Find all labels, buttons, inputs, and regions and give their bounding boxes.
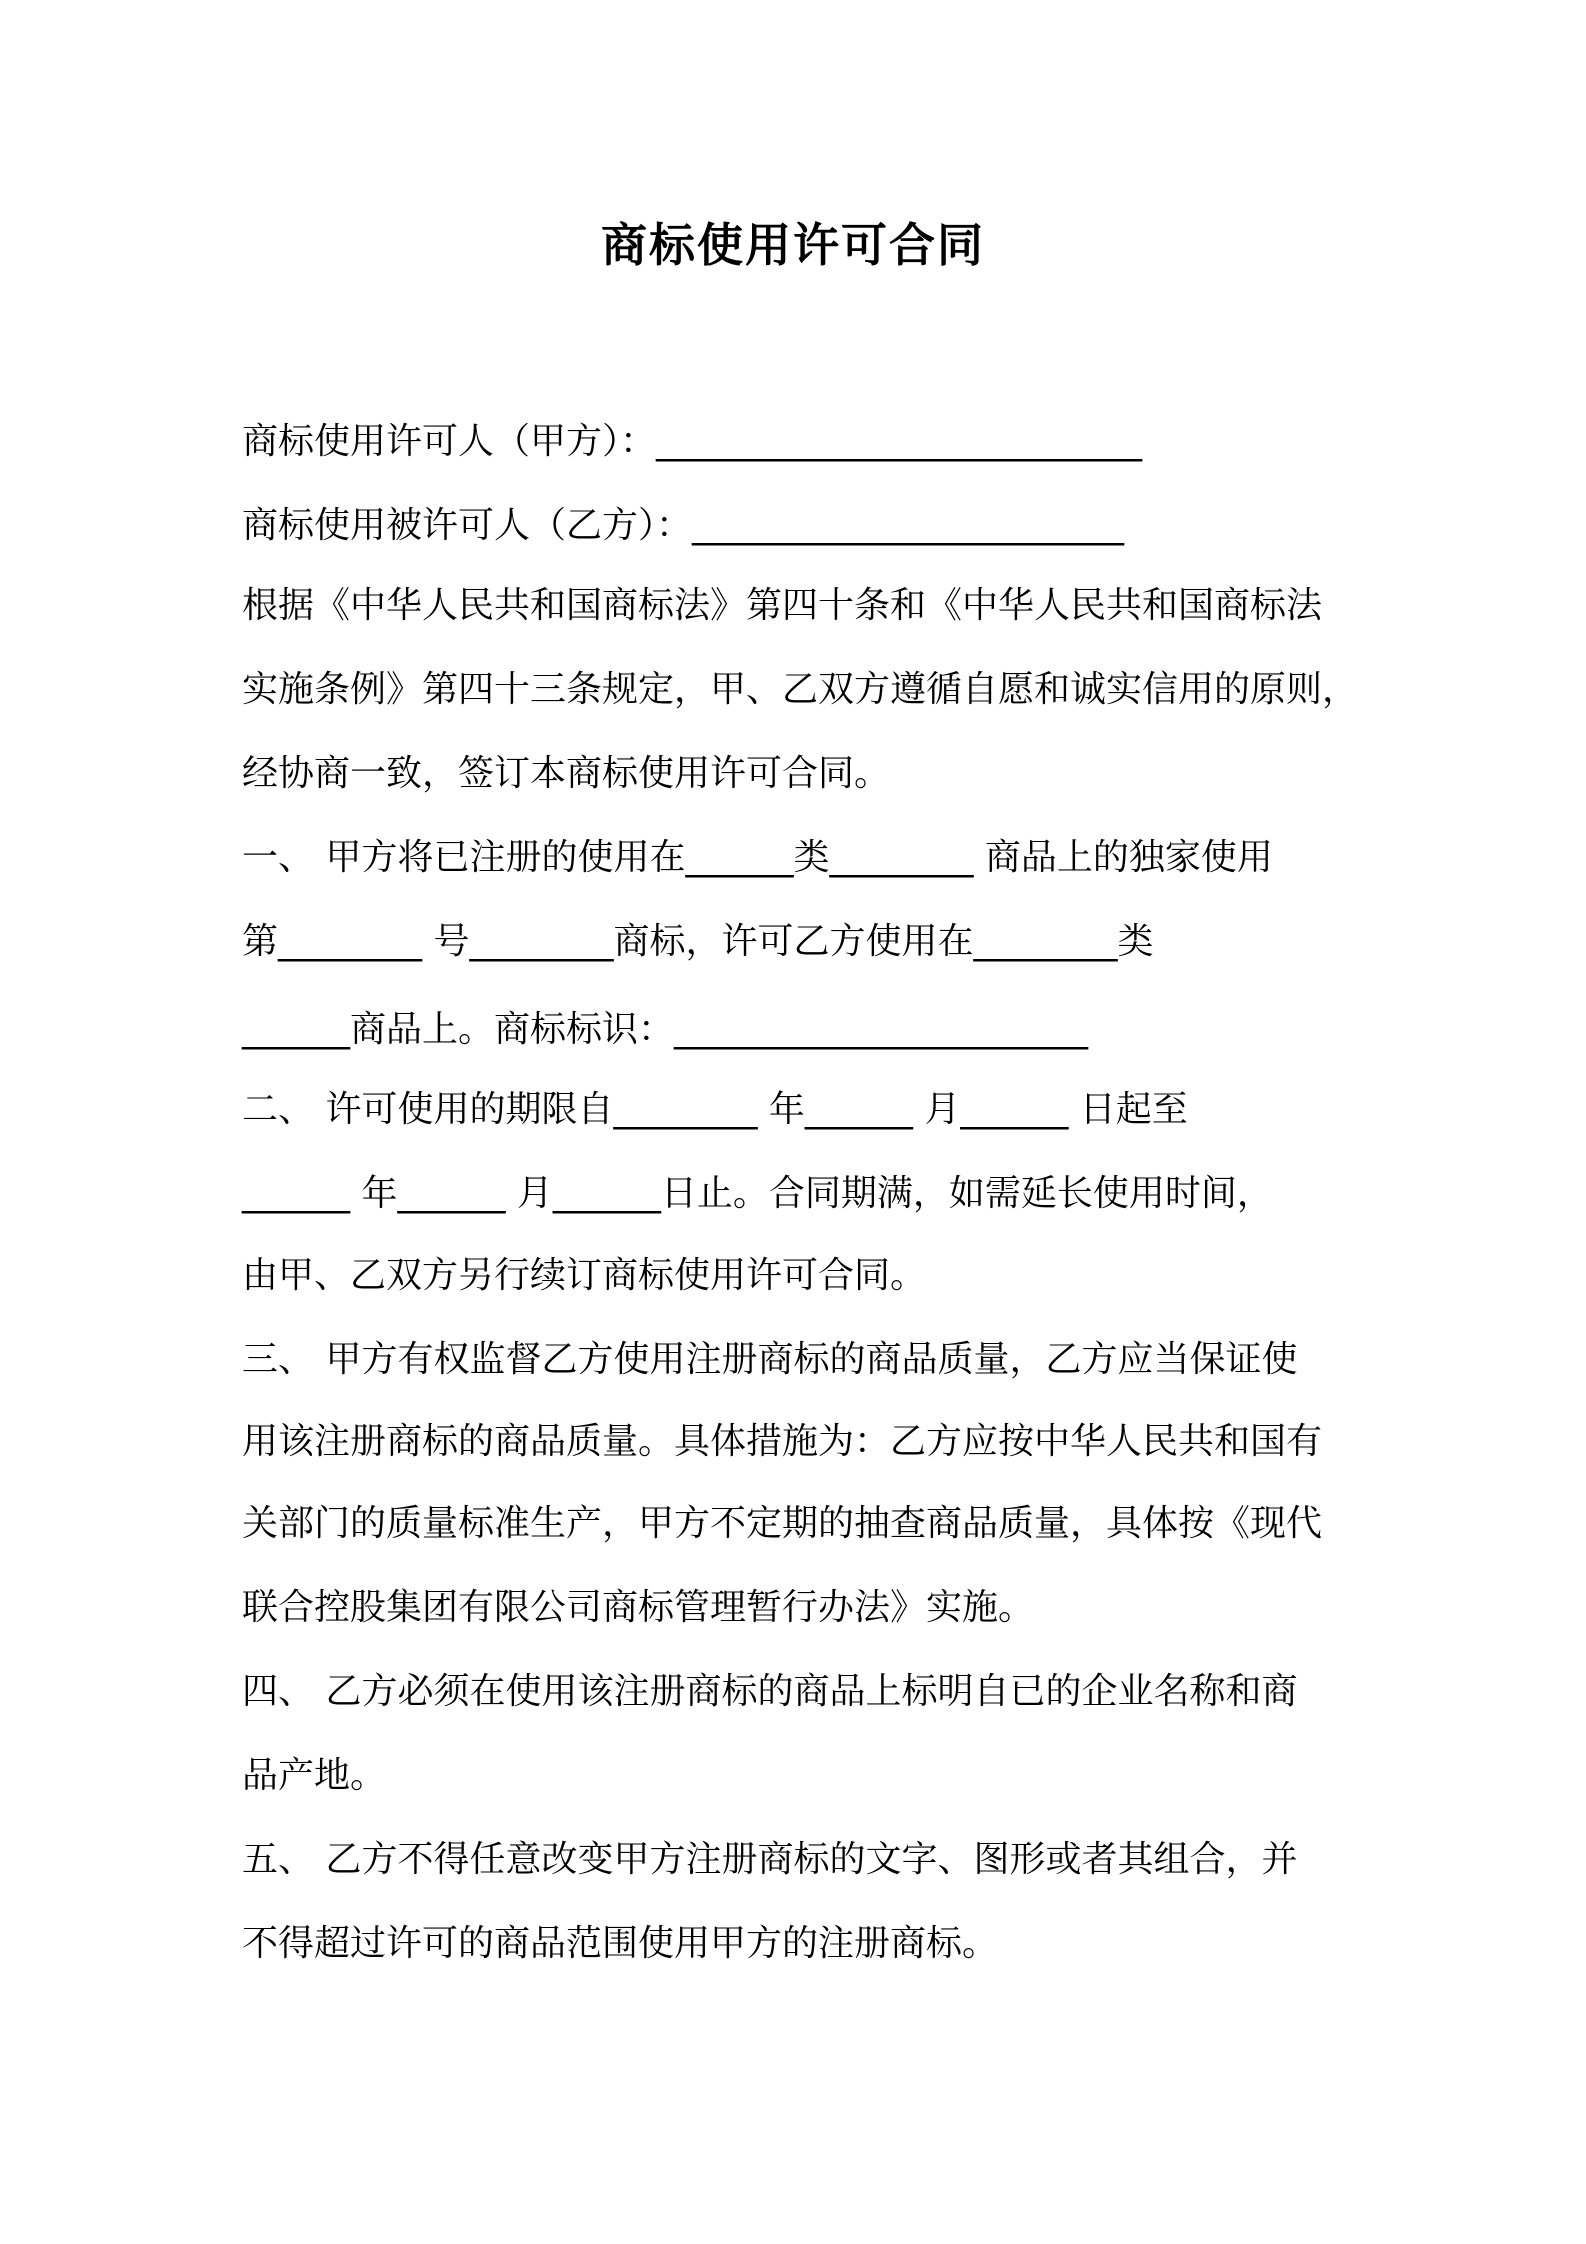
document-title: 商标使用许可合同 [601,218,985,272]
clause-4-line-2: 品产地。 [242,1755,387,1796]
licensor-line: 商标使用许可人（甲方）：___________________________ [242,421,1143,462]
clause-3-line-3: 关部门的质量标准生产，甲方不定期的抽查商品质量，具体按《现代 [242,1503,1323,1544]
clause-2-line-1: 二、 许可使用的期限自________ 年______ 月______ 日起至 [242,1089,1188,1130]
preamble-line-3: 经协商一致，签订本商标使用许可合同。 [242,753,891,794]
clause-1-line-3: ______商品上。商标标识：_______________________ [242,1009,1089,1050]
preamble-line-1: 根据《中华人民共和国商标法》第四十条和《中华人民共和国商标法 [242,585,1323,626]
clause-2-line-3: 由甲、乙双方另行续订商标使用许可合同。 [242,1255,927,1296]
clause-3-line-1: 三、 甲方有权监督乙方使用注册商标的商品质量，乙方应当保证使 [242,1339,1298,1380]
clause-2-line-2: ______ 年______ 月______日止。合同期满，如需延长使用时间， [242,1173,1273,1214]
clause-3-line-4: 联合控股集团有限公司商标管理暂行办法》实施。 [242,1587,1035,1628]
clause-5-line-1: 五、 乙方不得任意改变甲方注册商标的文字、图形或者其组合，并 [242,1839,1298,1880]
clause-3-line-2: 用该注册商标的商品质量。具体措施为：乙方应按中华人民共和国有 [242,1421,1323,1462]
clause-5-line-2: 不得超过许可的商品范围使用甲方的注册商标。 [242,1923,999,1964]
preamble-line-2: 实施条例》第四十三条规定，甲、乙双方遵循自愿和诚实信用的原则， [242,669,1359,710]
clause-1-line-1: 一、 甲方将已注册的使用在______类________ 商品上的独家使用 [242,837,1273,878]
licensee-line: 商标使用被许可人（乙方）：________________________ [242,505,1125,546]
clause-1-line-2: 第________ 号________商标，许可乙方使用在________类 [242,921,1154,962]
clause-4-line-1: 四、 乙方必须在使用该注册商标的商品上标明自已的企业名称和商 [242,1671,1298,1712]
